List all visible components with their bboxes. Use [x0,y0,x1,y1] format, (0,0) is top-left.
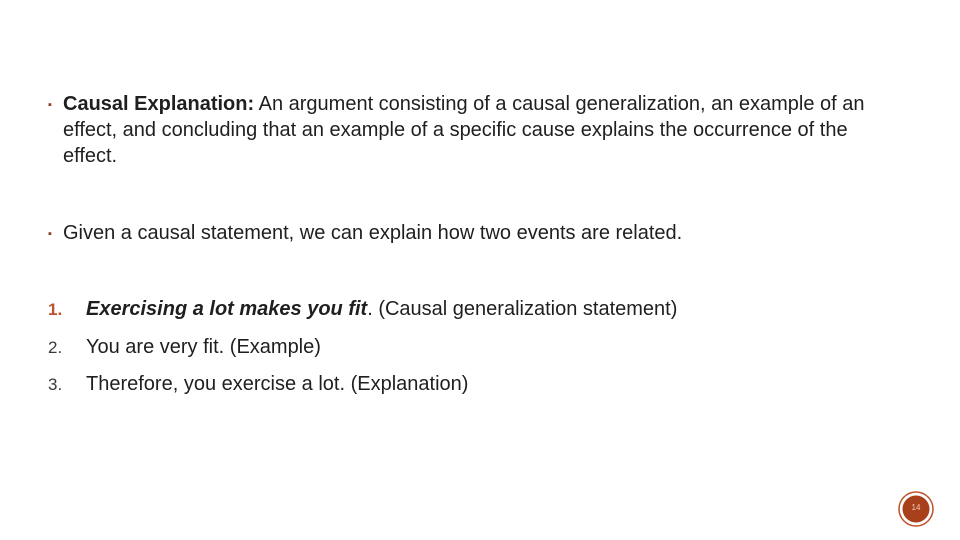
item-text: . (Causal generalization statement) [367,298,678,320]
bullet-text: An argument consisting of a causal generalization, an example of an effect, and concluding that an example of a specific cause explains the occurrence of the effect. [63,93,865,167]
bullet-causal-statement [48,220,893,247]
numbered-item-3 [48,371,468,398]
item-number: 2. [48,338,63,357]
item-emphasis: Exercising a lot makes you fit [86,298,368,320]
bullet-marker: ▪ [48,228,52,240]
numbered-item-2 [48,334,321,361]
page-number: 14 [911,503,921,512]
item-text: You are very fit. (Example) [86,336,321,358]
bullet-causal-explanation [48,91,893,169]
numbered-item-1 [48,296,677,323]
item-body [86,296,677,322]
item-text: Therefore, you exercise a lot. (Explanation) [86,373,469,395]
bullet-marker: ▪ [48,99,52,111]
bullet-term: Causal Explanation: [63,93,255,115]
bullet-text: Given a causal statement, we can explain how two events are related. [63,222,683,244]
item-number: 1. [48,300,63,319]
item-number: 3. [48,375,63,394]
bullet-body [63,91,893,169]
